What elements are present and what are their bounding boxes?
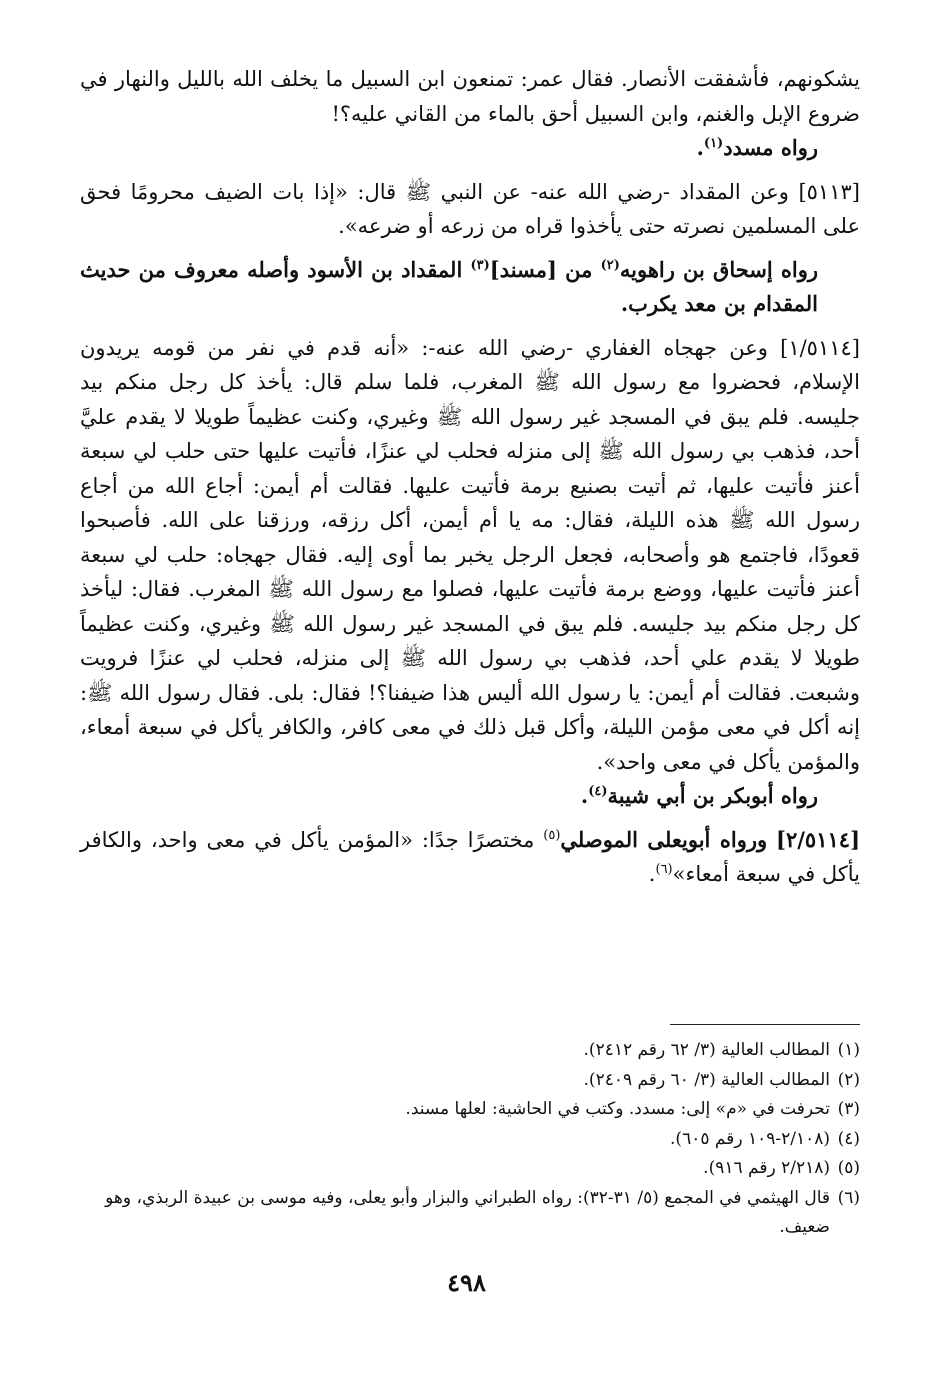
paragraph-top-text: يشكونهم، فأشفقت الأنصار. فقال عمر: تمنعون ابن السبيل ما يخلف الله بالليل والنهار في ضروع الإبل والغنم، وابن السبيل أحق بالماء من القاني عليه؟! (80, 67, 860, 126)
footnote-5 (80, 1154, 860, 1184)
footnote-ref-3[interactable]: (٣) (470, 257, 490, 273)
attribution-text: ورواه أبويعلى الموصلي (560, 826, 768, 852)
attribution-top: رواه مسدد$^{(١)}$. (696, 135, 818, 160)
footnote-number: (١) (837, 1040, 860, 1060)
attribution-text: رواه أبوبكر بن أبي شيبة (607, 783, 818, 808)
footnote-number: (٥) (837, 1158, 860, 1178)
hadith-number: [٥١١٣] (798, 179, 860, 204)
hadith-number: [٢/٥١١٤] (776, 826, 860, 852)
hadith-number: [١/٥١١٤] (780, 335, 860, 360)
paragraph-top (80, 62, 860, 131)
footnote-number: (٤) (837, 1128, 860, 1149)
footnote-number: (٦) (837, 1187, 860, 1208)
attribution-text: رواه مسدد (723, 135, 818, 160)
footnote-ref-2[interactable]: (٢) (600, 257, 620, 273)
attribution-text: من [مسند] (489, 256, 593, 282)
hadith-5114-2: [٢/٥١١٤] ورواه أبويعلى الموصلي$^{(٥)}$ مختصرًا جدًا: «المؤمن يأكل في معى واحد، والكافر يأكل في سبعة أمعاء»$^{(٦)}$. (80, 826, 860, 886)
page-body (80, 62, 860, 892)
footnotes (80, 1036, 860, 1243)
footnote-1 (80, 1036, 860, 1066)
hadith-text: وعن جهجاه الغفاري -رضي الله عنه-: «أنه قدم في نفر من قومه يريدون الإسلام، فحضروا مع رسول الله ﷺ المغرب، فلما سلم قال: يأخذ كل رجل منكم بيد جليسه. فلم يبق في المسجد غير رسول الله ﷺ وغيري، وكنت عظيماً طويلا لا يقدم عليَّ أحد، فذهب بي رسول الله ﷺ إلى منزله فحلب لي عنزًا، فأتيت عليها حتى حلب لي سبعة أعنز فأتيت عليها، ثم أتيت بصنيع برمة فأتيت عليها. فقالت أم أيمن: أجاع الله من أجاع رسول الله ﷺ هذه الليلة، فقال: مه يا أم أيمن، أكل رزقه، ورزقنا على الله. فأصبحوا قعودًا، فاجتمع هو وأصحابه، فجعل الرجل يخبر بما أوى إليه. فقال جهجاه: حلب لي سبعة أعنز فأتيت عليها، ووضع برمة فأتيت عليها، فصلوا مع رسول الله ﷺ المغرب. فقال: ليأخذ كل رجل منكم بيد جليسه. فلم يبق في المسجد غير رسول الله ﷺ وغيري، وكنت عظيماً طويلا لا يقدم علي أحد، فذهب بي رسول الله ﷺ إلى منزله، فحلب لي عنزًا فرويت وشبعت. فقالت أم أيمن: يا رسول الله أليس هذا ضيفنا؟! فقال: بلى. فقال رسول الله ﷺ: إنه أكل في معى مؤمن الليلة، وأكل قبل ذلك في معى كافر، والكافر يأكل في سبعة أمعاء، والمؤمن يأكل في معى واحد». (80, 335, 860, 774)
hadith-5113 (80, 175, 860, 244)
footnote-text: (٢/١٠٨-١٠٩ رقم ٦٠٥). (670, 1128, 830, 1149)
footnote-6 (80, 1184, 860, 1243)
hadith-text: وعن المقداد -رضي الله عنه- عن النبي ﷺ قال: «إذا بات الضيف محرومًا فحق على المسلمين نصرته حتى يأخذوا قراه من زرعه أو ضرعه». (80, 179, 860, 238)
footnote-ref-5[interactable]: (٥) (543, 827, 561, 843)
footnote-divider (670, 1024, 860, 1025)
page-number: ٤٩٨ (447, 1268, 486, 1297)
footnote-3 (80, 1095, 860, 1125)
footnote-4 (80, 1125, 860, 1155)
footnote-text: قال الهيثمي في المجمع (٥/ ٣١-٣٢): رواه الطبراني والبزار وأبو يعلى، وفيه موسى بن عبيدة الربذي، وهو ضعيف. (105, 1187, 830, 1237)
footnote-ref-1[interactable]: (١) (703, 136, 724, 151)
hadith-text: مختصرًا جدًا: «المؤمن يأكل في معى واحد، والكافر يأكل في سبعة أمعاء» (80, 827, 860, 886)
footnote-2 (80, 1066, 860, 1096)
hadith-5114-1 (80, 331, 860, 780)
footnote-text: (٢/٢١٨ رقم ٩١٦). (703, 1158, 830, 1178)
attribution-text: المقداد بن الأسود وأصله معروف من حديث المقدام بن معد يكرب. (80, 256, 818, 316)
footnote-ref-4[interactable]: (٤) (588, 784, 608, 799)
footnote-text: تحرفت في «م» إلى: مسدد. وكتب في الحاشية: لعلها مسند. (405, 1099, 830, 1119)
attribution-5114-1: رواه أبوبكر بن أبي شيبة$^{(٤)}$. (580, 783, 818, 808)
attribution-5113 (80, 253, 860, 322)
attribution-text: رواه إسحاق بن راهويه (619, 256, 819, 282)
footnote-number: (٢) (837, 1069, 860, 1090)
footnote-number: (٣) (837, 1099, 860, 1119)
footnote-text: المطالب العالية (٣/ ٦٢ رقم ٢٤١٢). (583, 1040, 830, 1060)
footnote-text: المطالب العالية (٣/ ٦٠ رقم ٢٤٠٩). (583, 1069, 830, 1090)
footnote-ref-6[interactable]: (٦) (655, 862, 673, 877)
